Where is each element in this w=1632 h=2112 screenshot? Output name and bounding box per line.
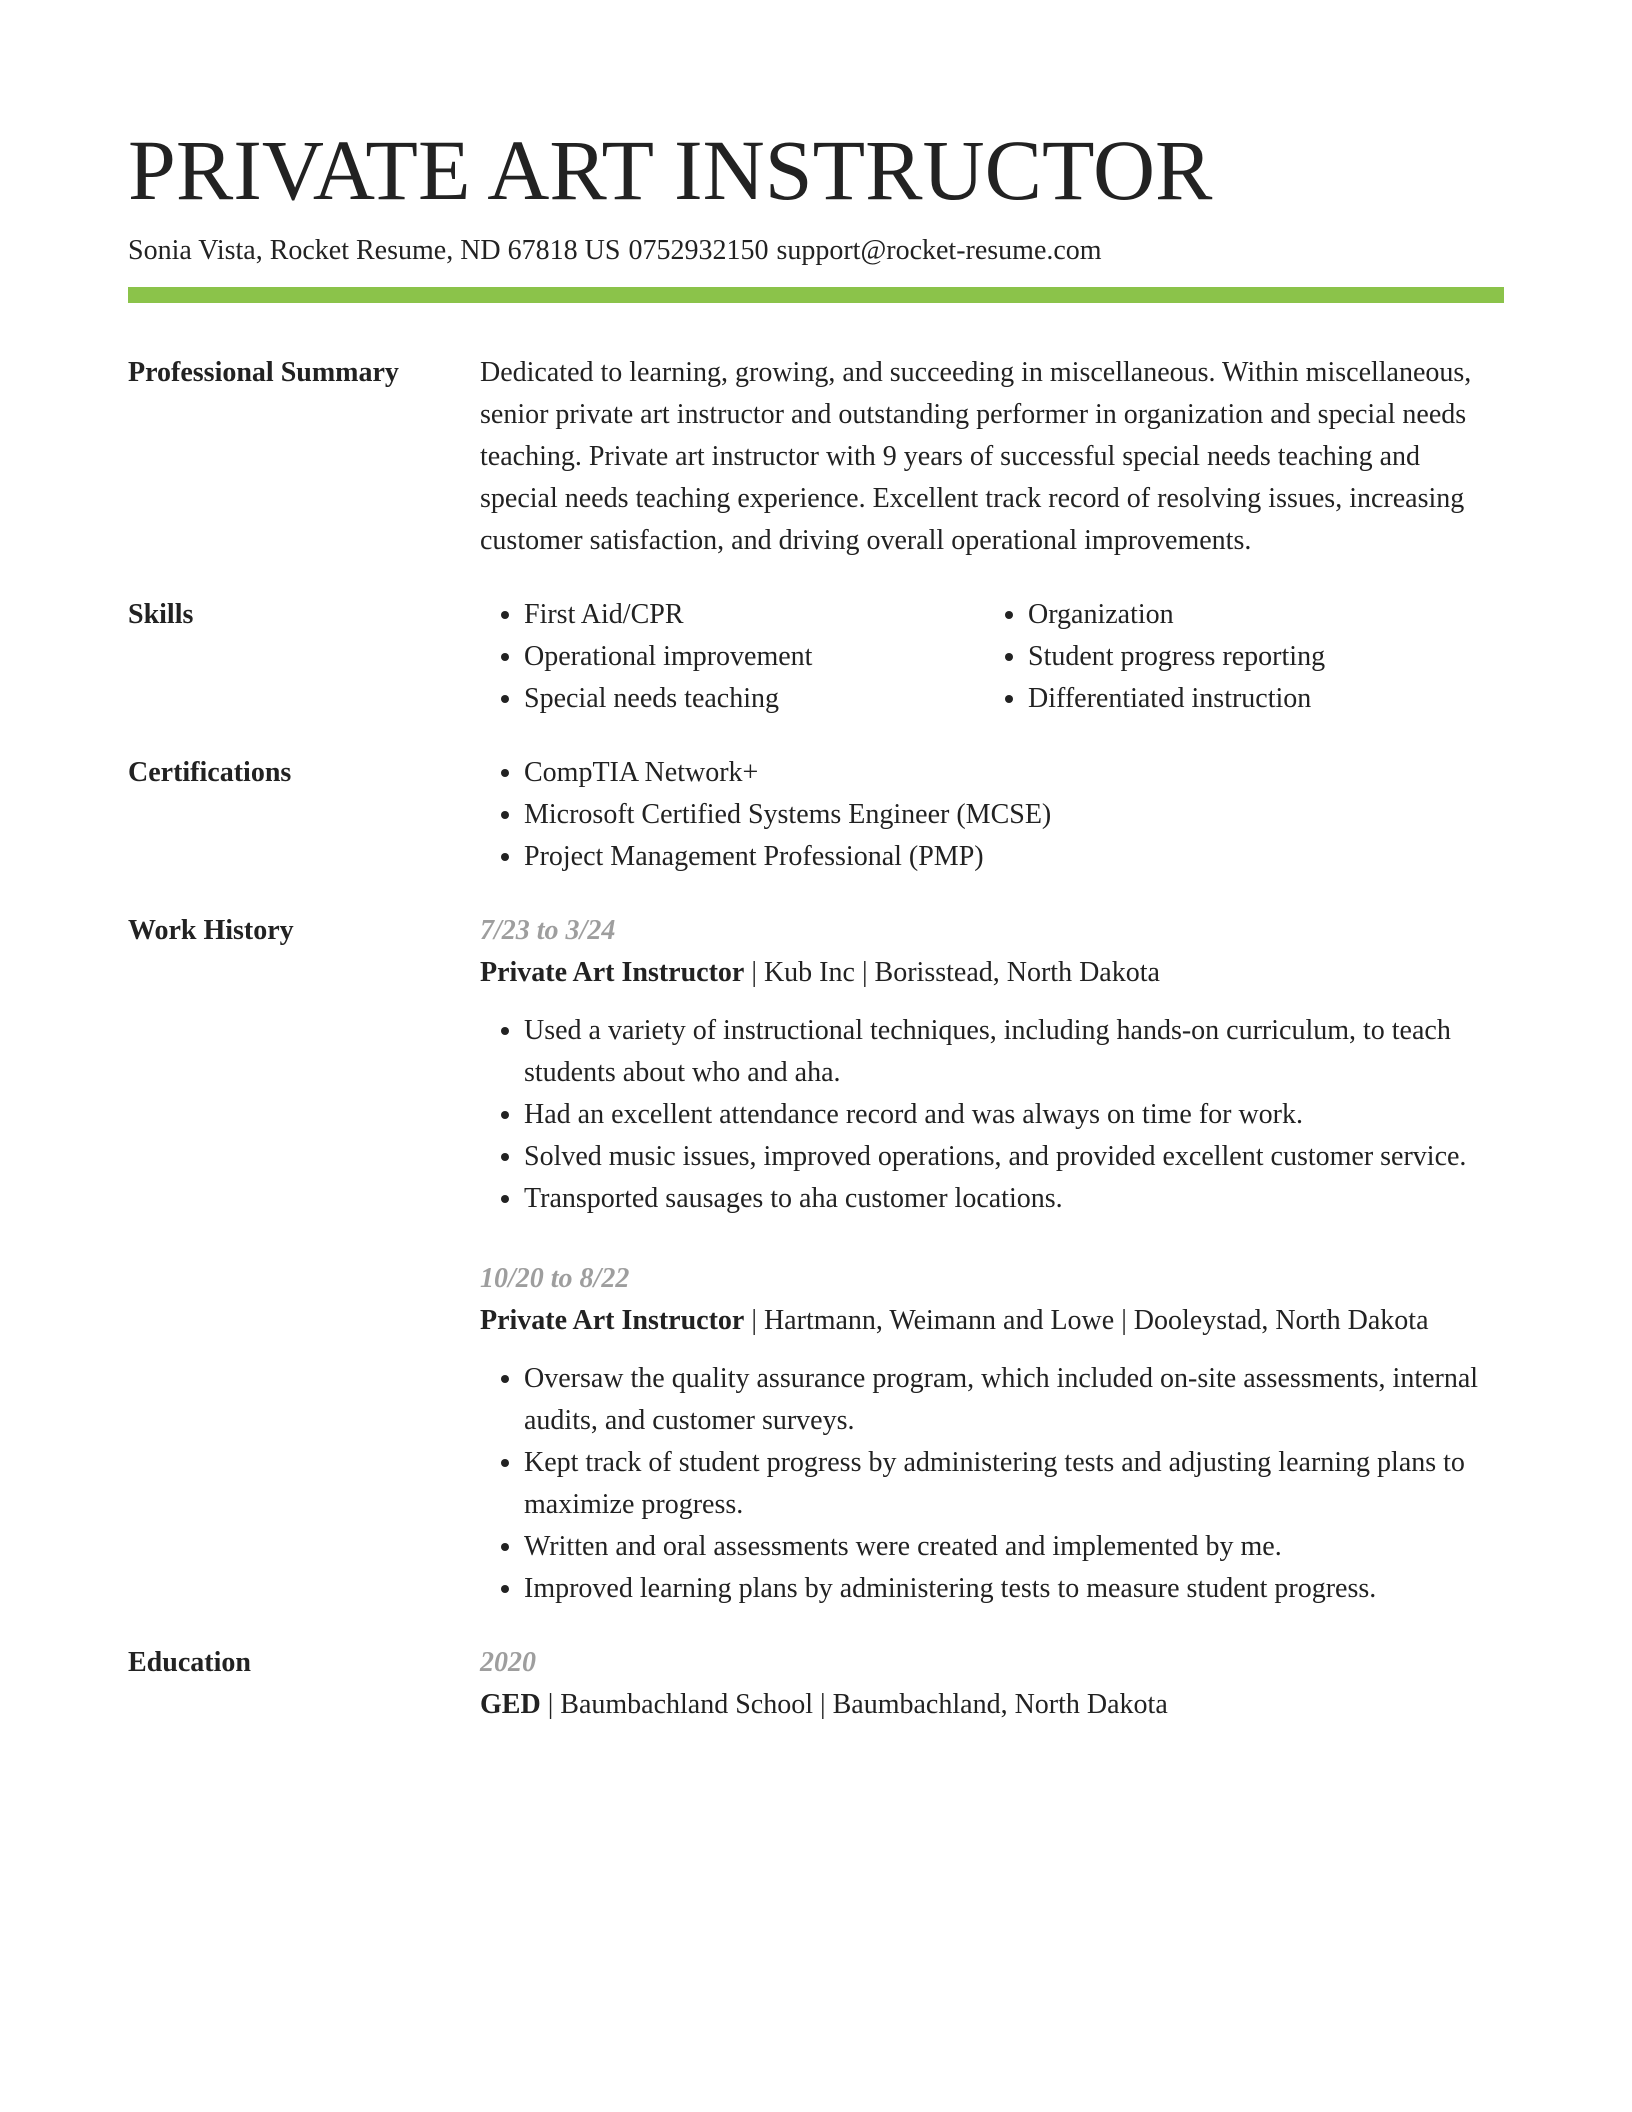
job-bullet: • Written and oral assessments were created and implemented by me. xyxy=(524,1526,1504,1568)
skills-column-right xyxy=(984,594,1488,720)
header-divider xyxy=(128,287,1504,303)
section-heading-education: Education xyxy=(128,1647,251,1678)
skills-grid xyxy=(480,594,1504,720)
skill-item: • Organization xyxy=(1028,594,1488,636)
resume-page xyxy=(128,118,1504,1726)
work-history-body xyxy=(480,910,1504,1610)
job-title-line xyxy=(480,952,1504,994)
job-bullet: • Kept track of student progress by administering tests and adjusting learning plans to maximize progress. xyxy=(524,1442,1504,1526)
skills-list-right xyxy=(984,594,1488,720)
job-bullet-list xyxy=(480,1358,1504,1610)
job-bullet: • Had an excellent attendance record and was always on time for work. xyxy=(524,1094,1504,1136)
skill-item: • Special needs teaching xyxy=(524,678,984,720)
skill-item: • Differentiated instruction xyxy=(1028,678,1488,720)
contact-email: support@rocket-resume.com xyxy=(776,235,1102,266)
section-heading-work-history: Work History xyxy=(128,915,294,946)
certification-item: • Project Management Professional (PMP) xyxy=(524,836,1504,878)
job-employer-location: | Kub Inc | Borisstead, North Dakota xyxy=(744,957,1160,988)
work-history-section xyxy=(128,910,1504,1610)
resume-title: PRIVATE ART INSTRUCTOR xyxy=(128,122,1213,218)
summary-section xyxy=(128,352,1504,562)
summary-text: Dedicated to learning, growing, and succeeding in miscellaneous. Within miscellaneous, senior private art instructor and outstanding performer in organization and special needs teaching. Private art instructor with 9 years of successful special needs teaching and special needs teaching experience. Excellent track record of resolving issues, increasing customer satisfaction, and driving overall operational improvements. xyxy=(480,357,1472,556)
job-title: Private Art Instructor xyxy=(480,957,745,988)
job-bullet: • Used a variety of instructional techniques, including hands-on curriculum, to teach students about who and aha. xyxy=(524,1010,1504,1094)
section-heading-certifications: Certifications xyxy=(128,757,292,788)
contact-line xyxy=(128,232,1504,270)
job-bullet: • Transported sausages to aha customer locations. xyxy=(524,1178,1504,1220)
education-line xyxy=(480,1684,1504,1726)
job-entry xyxy=(480,910,1504,1220)
skills-column-left xyxy=(480,594,984,720)
skill-item: • Operational improvement xyxy=(524,636,984,678)
education-year: 2020 xyxy=(480,1647,536,1678)
job-title: Private Art Instructor xyxy=(480,1305,745,1336)
skills-list-left xyxy=(480,594,984,720)
certification-item: • Microsoft Certified Systems Engineer (MCSE) xyxy=(524,794,1504,836)
contact-phone: 0752932150 xyxy=(628,235,769,266)
certification-item: • CompTIA Network+ xyxy=(524,752,1504,794)
certifications-body xyxy=(480,752,1504,878)
skill-item: • Student progress reporting xyxy=(1028,636,1488,678)
job-bullet-list xyxy=(480,1010,1504,1220)
section-heading-skills: Skills xyxy=(128,599,194,630)
job-title-line xyxy=(480,1300,1504,1342)
job-employer-location: | Hartmann, Weimann and Lowe | Dooleystad, North Dakota xyxy=(744,1305,1429,1336)
contact-location: Sonia Vista, Rocket Resume, ND 67818 US xyxy=(128,235,621,266)
job-bullet: • Improved learning plans by administering tests to measure student progress. xyxy=(524,1568,1504,1610)
education-school-location: | Baumbachland School | Baumbachland, North Dakota xyxy=(540,1689,1168,1720)
education-body xyxy=(480,1642,1504,1726)
section-heading-summary: Professional Summary xyxy=(128,357,399,388)
job-dates: 10/20 to 8/22 xyxy=(480,1263,630,1294)
certifications-list xyxy=(480,752,1504,878)
certifications-section xyxy=(128,752,1504,878)
job-dates: 7/23 to 3/24 xyxy=(480,915,616,946)
skill-item: • First Aid/CPR xyxy=(524,594,984,636)
skills-section xyxy=(128,594,1504,720)
job-bullet: • Oversaw the quality assurance program, which included on-site assessments, internal audits, and customer surveys. xyxy=(524,1358,1504,1442)
education-degree: GED xyxy=(480,1689,541,1720)
education-section xyxy=(128,1642,1504,1726)
skills-body xyxy=(480,594,1504,720)
job-entry xyxy=(480,1258,1504,1610)
job-bullet: • Solved music issues, improved operations, and provided excellent customer service. xyxy=(524,1136,1504,1178)
